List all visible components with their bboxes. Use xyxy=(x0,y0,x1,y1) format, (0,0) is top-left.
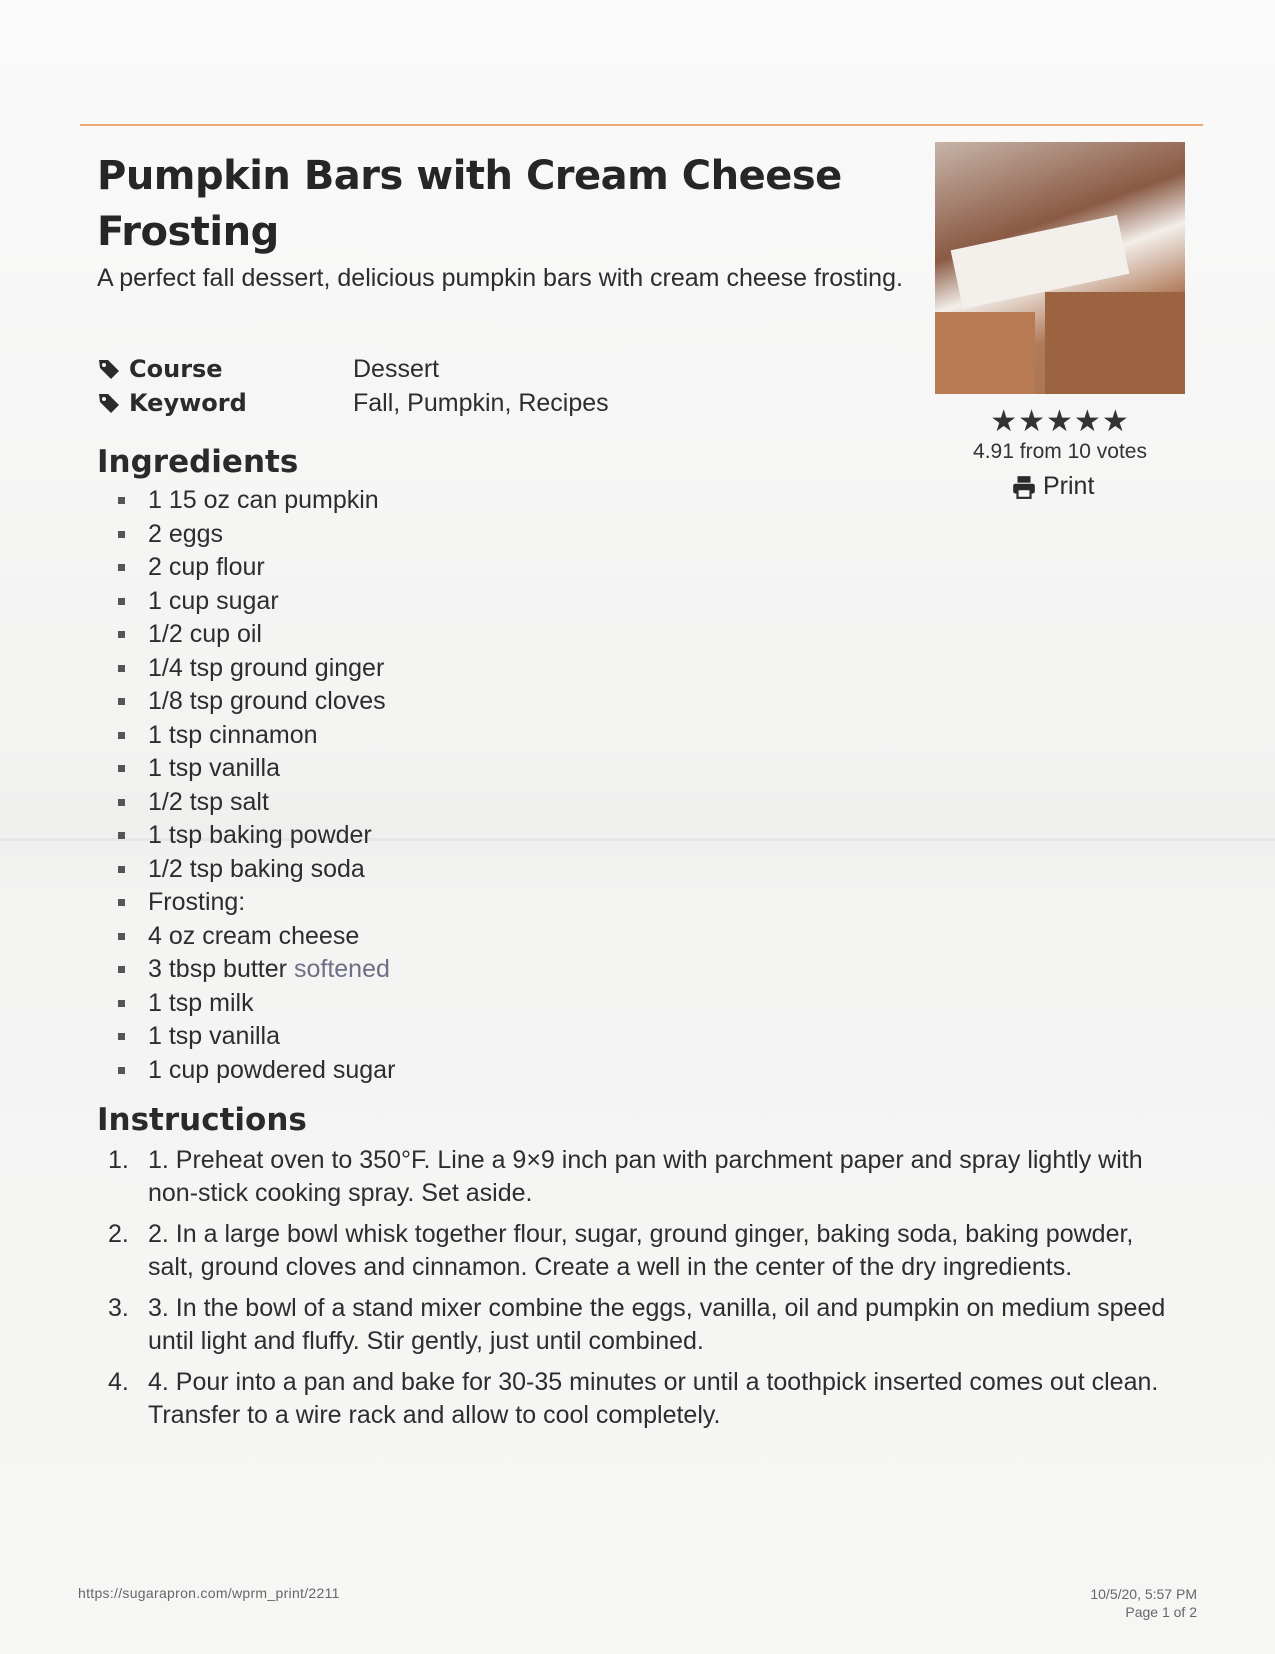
bullet-icon xyxy=(118,1000,125,1007)
ingredient-text: 1 tsp vanilla xyxy=(148,1022,281,1051)
bullet-icon xyxy=(118,631,125,638)
ingredient-text: 1 cup sugar xyxy=(148,586,279,615)
ingredient-text: 1 cup powdered sugar xyxy=(148,1055,396,1084)
meta-row-course xyxy=(97,352,609,386)
ingredient-item xyxy=(118,853,395,887)
recipe-rating xyxy=(935,406,1185,464)
bullet-icon xyxy=(118,497,125,504)
ingredient-item xyxy=(118,1054,395,1088)
ingredient-item xyxy=(118,786,395,820)
ingredient-text: 1/8 tsp ground cloves xyxy=(148,687,386,716)
meta-key-keyword xyxy=(97,389,353,417)
ingredient-item xyxy=(118,987,395,1021)
meta-key-label: Keyword xyxy=(129,389,247,417)
ingredient-text: 1/2 tsp salt xyxy=(148,787,269,816)
ingredients-heading: Ingredients xyxy=(97,444,299,480)
ingredient-text: 1/4 tsp ground ginger xyxy=(148,653,385,682)
instructions-heading: Instructions xyxy=(97,1102,307,1138)
ingredient-item xyxy=(118,685,395,719)
print-label: Print xyxy=(1043,472,1095,500)
ingredient-item xyxy=(118,719,395,753)
meta-key-course xyxy=(97,355,353,383)
ingredient-text: 1/2 tsp baking soda xyxy=(148,854,365,883)
bullet-icon xyxy=(118,665,125,672)
ingredient-note: softened xyxy=(293,955,390,984)
photo-bar xyxy=(1045,292,1185,394)
tag-icon xyxy=(97,357,121,381)
rating-stars[interactable]: ★★★★★ xyxy=(990,405,1130,438)
ingredient-text: 4 oz cream cheese xyxy=(148,921,360,950)
bullet-icon xyxy=(118,933,125,940)
ingredient-text: 1 15 oz can pumpkin xyxy=(148,486,379,515)
ingredient-item xyxy=(118,518,395,552)
instruction-step xyxy=(108,1144,1178,1210)
meta-key-label: Course xyxy=(129,355,223,383)
ingredient-text: 1 tsp milk xyxy=(148,988,254,1017)
ingredient-item xyxy=(118,752,395,786)
step-text: 4. Pour into a pan and bake for 30-35 minutes or until a toothpick inserted comes out clean. Transfer to a wire rack and allow to cool completely. xyxy=(148,1368,1159,1429)
bullet-icon xyxy=(118,765,125,772)
instruction-step xyxy=(108,1366,1178,1432)
footer-url: https://sugarapron.com/wprm_print/2211 xyxy=(78,1585,340,1601)
step-number: 2. xyxy=(108,1220,129,1248)
bullet-icon xyxy=(118,1067,125,1074)
ingredient-group-label xyxy=(118,886,395,920)
recipe-summary: A perfect fall dessert, delicious pumpkin bars with cream cheese frosting. xyxy=(97,264,903,292)
ingredient-text: 1 tsp baking powder xyxy=(148,821,372,850)
ingredient-text: 2 eggs xyxy=(148,519,224,548)
meta-row-keyword xyxy=(97,386,609,420)
footer-datetime: 10/5/20, 5:57 PM xyxy=(1090,1586,1197,1602)
step-number: 4. xyxy=(108,1368,129,1396)
ingredient-item xyxy=(118,920,395,954)
recipe-title: Pumpkin Bars with Cream Cheese Frosting xyxy=(97,153,842,255)
meta-value-keyword: Fall, Pumpkin, Recipes xyxy=(353,388,609,417)
ingredient-text: 1 tsp cinnamon xyxy=(148,720,318,749)
ingredient-text: 2 cup flour xyxy=(148,553,265,582)
ingredient-item xyxy=(118,953,395,987)
ingredient-item xyxy=(118,484,395,518)
bullet-icon xyxy=(118,598,125,605)
instructions-list xyxy=(108,1144,1178,1440)
bullet-icon xyxy=(118,698,125,705)
header-rule xyxy=(80,124,1203,126)
rating-text: 4.91 from 10 votes xyxy=(973,440,1147,463)
recipe-photo xyxy=(935,142,1185,394)
bullet-icon xyxy=(118,832,125,839)
step-text: 3. In the bowl of a stand mixer combine the eggs, vanilla, oil and pumpkin on medium speed until light and fluffy. Stir gently, just until combined. xyxy=(148,1294,1166,1355)
ingredient-text: 1/2 cup oil xyxy=(148,620,262,649)
ingredient-item xyxy=(118,585,395,619)
bullet-icon xyxy=(118,732,125,739)
photo-bar xyxy=(935,312,1035,394)
ingredient-text: Frosting: xyxy=(148,888,246,917)
bullet-icon xyxy=(118,531,125,538)
recipe-meta xyxy=(97,352,609,420)
ingredient-item xyxy=(118,652,395,686)
instruction-step xyxy=(108,1218,1178,1284)
ingredient-text: 3 tbsp butter xyxy=(148,955,287,984)
step-text: 2. In a large bowl whisk together flour, sugar, ground ginger, baking soda, baking powder, salt, ground cloves and cinnamon. Create a well in the center of the dry ingredients. xyxy=(148,1220,1134,1281)
bullet-icon xyxy=(118,799,125,806)
ingredient-text: 1 tsp vanilla xyxy=(148,754,281,783)
ingredient-item xyxy=(118,551,395,585)
tag-icon xyxy=(97,391,121,415)
meta-value-course: Dessert xyxy=(353,354,440,383)
ingredient-item xyxy=(118,618,395,652)
footer-info xyxy=(1090,1585,1197,1621)
instruction-step xyxy=(108,1292,1178,1358)
step-number: 3. xyxy=(108,1294,129,1322)
step-text: 1. Preheat oven to 350°F. Line a 9×9 inch pan with parchment paper and spray lightly with non-stick cooking spray. Set aside. xyxy=(148,1146,1143,1207)
footer-page-number: Page 1 of 2 xyxy=(1125,1604,1197,1620)
print-button[interactable] xyxy=(1011,472,1094,501)
bullet-icon xyxy=(118,966,125,973)
ingredient-item xyxy=(118,1020,395,1054)
bullet-icon xyxy=(118,1033,125,1040)
bullet-icon xyxy=(118,866,125,873)
bullet-icon xyxy=(118,564,125,571)
ingredient-item xyxy=(118,819,395,853)
bullet-icon xyxy=(118,899,125,906)
ingredients-list xyxy=(118,484,395,1087)
printer-icon xyxy=(1011,474,1037,500)
step-number: 1. xyxy=(108,1146,129,1174)
